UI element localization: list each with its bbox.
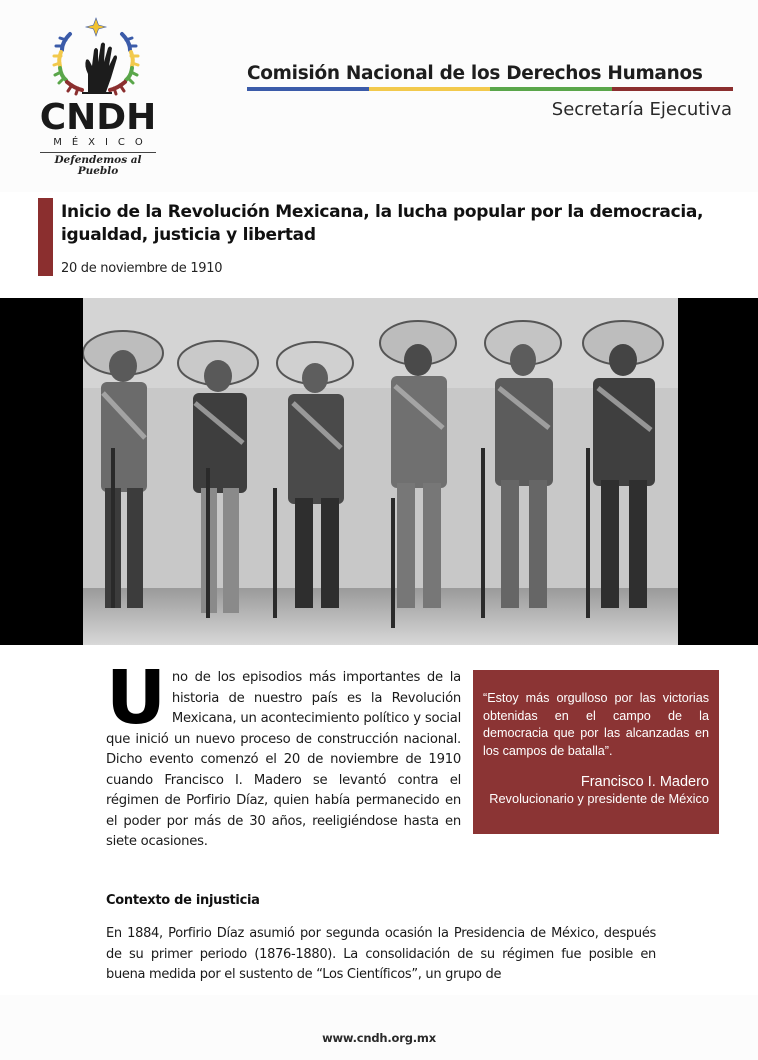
color-rule-green [490,87,612,91]
quote-box [473,670,719,834]
article-title: Inicio de la Revolución Mexicana, la lucha popular por la democracia, igualdad, justicia y libertad [61,202,704,245]
logo-tagline: Defendemos al Pueblo [54,154,142,177]
raised-hand-icon [82,43,117,94]
color-rule-yellow [369,87,491,91]
logo-acronym: CNDH [39,97,157,138]
historical-photo [83,298,678,645]
organization-name: Comisión Nacional de los Derechos Humanos [247,63,703,84]
organization-subtitle: Secretaría Ejecutiva [551,99,732,120]
logo-divider [40,152,156,153]
page-footer [0,995,758,1060]
photo-band [0,298,758,645]
star-icon [86,18,106,36]
color-rule [247,87,733,91]
section-paragraph: En 1884, Porfirio Díaz asumió por segunda ocasión la Presidencia de México, después de su primer periodo (1876-1880). La consolidación de su régimen fue posible en buena medida por el sustento de “Los Científicos”, un grupo de [106,926,656,982]
cndh-logo [36,16,160,176]
logo-country: MÉXICO [53,137,153,148]
article-date: 20 de noviembre de 1910 [61,261,223,276]
color-rule-red [612,87,734,91]
revolutionaries-photo-icon [83,298,678,645]
title-accent-bar [38,198,53,276]
intro-paragraph [106,655,461,853]
footer-website-link[interactable]: www.cndh.org.mx [322,1031,436,1045]
quote-author-role: Revolucionario y presidente de México [489,791,709,806]
quote-author: Francisco I. Madero [580,774,709,790]
drop-cap: U [106,655,166,741]
page-header [0,0,758,192]
quote-text: “Estoy más orgulloso por las victorias obtenidas en el campo de la democracia que por las alcanzadas en los campos de batalla”. [483,691,709,758]
color-rule-blue [247,87,369,91]
intro-text: no de los episodios más importantes de la historia de nuestro país es la Revolución Mexicana, un acontecimiento político y social que inició un nuevo proceso de construcción nacional. Dicho evento comenzó el 20 de noviembre de 1910 cuando Francisco I. Madero se levantó contra el régimen de Porfirio Díaz, quien había permanecido en el poder por más de 30 años, reeligiéndose hasta en siete ocasiones. [106,670,461,849]
laurel-wreath-icon [36,16,160,100]
section-heading: Contexto de injusticia [106,893,260,908]
